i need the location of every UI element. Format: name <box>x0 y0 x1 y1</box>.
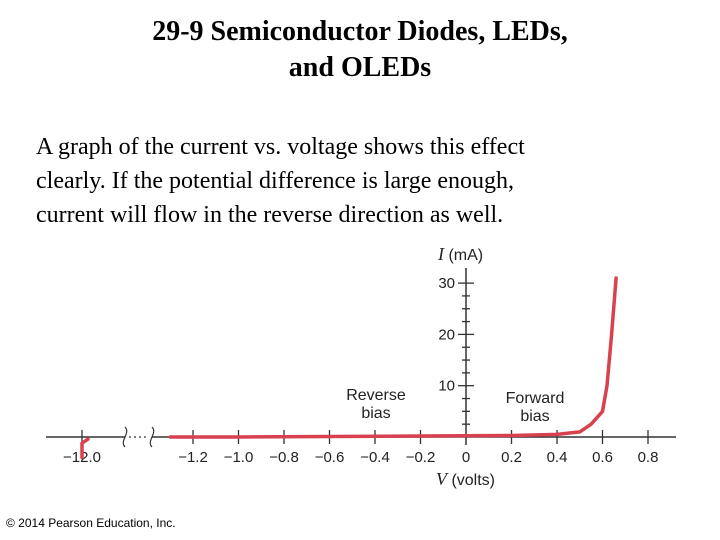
x-tick-label-8: 0.2 <box>501 449 522 466</box>
x-tick-label-5: −0.4 <box>360 449 390 466</box>
annotation-1-line-2: bias <box>520 408 550 425</box>
x-tick-label-6: −0.2 <box>405 449 436 466</box>
x-tick-label-9: 0.4 <box>546 449 568 466</box>
x-axis-title: V (volts) <box>436 469 495 489</box>
body-line-2: clearly. If the potential difference is large enough, <box>36 168 515 194</box>
x-tick-label-11: 0.8 <box>637 449 659 466</box>
x-tick-label-1: −1.2 <box>178 449 208 466</box>
slide-title-line-2: and OLEDs <box>288 52 432 83</box>
x-tick-label-0: −12.0 <box>63 449 101 466</box>
x-tick-label-10: 0.6 <box>592 449 613 466</box>
y-tick-label-20: 20 <box>438 326 455 344</box>
annotation-1-line-1: Forward <box>505 390 565 407</box>
y-tick-label-30: 30 <box>438 275 455 293</box>
x-tick-label-7: 0 <box>461 449 471 466</box>
y-tick-label-10: 10 <box>438 377 455 395</box>
annotation-0-line-1: Reverse <box>346 387 406 404</box>
x-tick-label-4: −0.6 <box>314 449 345 466</box>
body-line-1: A graph of the current vs. voltage shows this effect <box>36 134 525 160</box>
body-line-3: current will flow in the reverse direction as well. <box>36 202 504 228</box>
x-tick-label-3: −0.8 <box>269 449 299 466</box>
annotation-0-line-2: bias <box>361 405 391 422</box>
slide-title-line-1: 29-9 Semiconductor Diodes, LEDs, <box>152 16 568 47</box>
x-tick-label-2: −1.0 <box>223 449 254 466</box>
copyright-credit: © 2014 Pearson Education, Inc. <box>6 516 176 530</box>
y-axis-title: I (mA) <box>438 244 484 264</box>
